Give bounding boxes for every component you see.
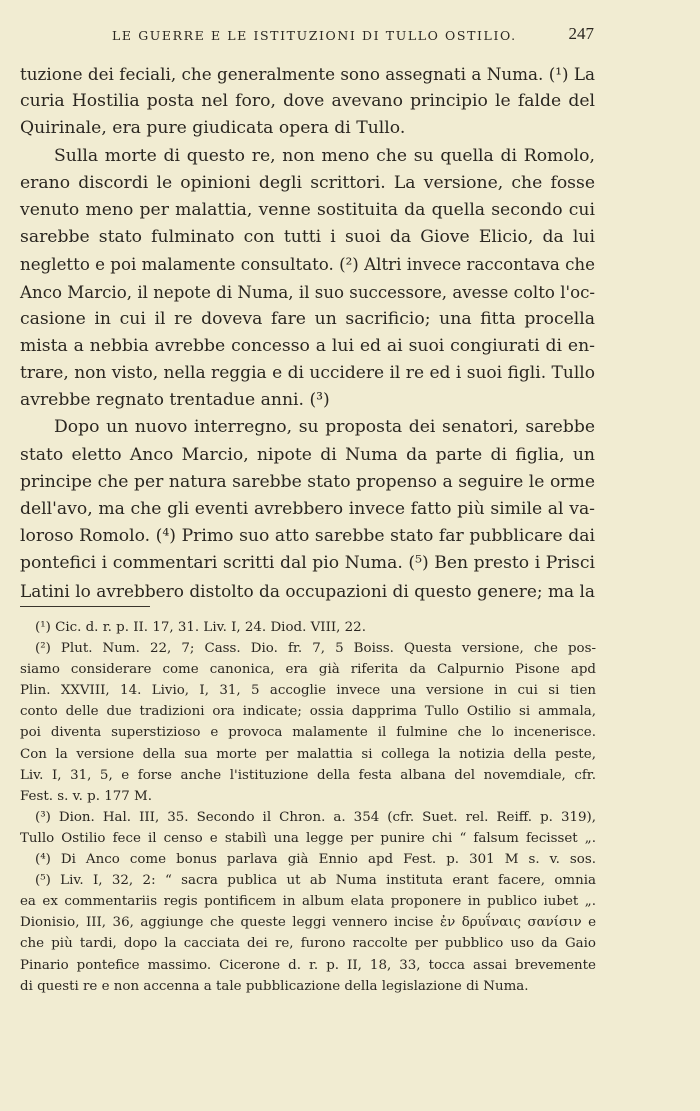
footnote-line: Con la versione della sua morte per malattia si collega la notizia della peste, xyxy=(20,746,596,762)
text-line: curia Hostilia posta nel foro, dove avevano principio le falde del xyxy=(20,91,595,112)
text-line: tuzione dei feciali, che generalmente sono assegnati a Numa. (¹) La xyxy=(20,64,595,84)
text-line: Dopo un nuovo interregno, su proposta dei senatori, sarebbe xyxy=(54,417,595,438)
footnote-line: Tullo Ostilio fece il censo e stabilì una legge per punire chi “ falsum fecisset „. xyxy=(20,830,596,846)
footnote-line: (⁵) Liv. I, 32, 2: “ sacra publica ut ab Numa instituta erant facere, omnia xyxy=(35,873,596,889)
text-line: dell'avo, ma che gli eventi avrebbero invece fatto più simile al va- xyxy=(20,499,595,519)
text-line: Anco Marcio, il nepote di Numa, il suo successore, avesse colto l'oc- xyxy=(20,282,595,302)
main-text xyxy=(20,61,595,605)
text-line: trare, non visto, nella reggia e di uccidere il re ed i suoi figli. Tullo xyxy=(20,363,595,384)
text-line: stato eletto Anco Marcio, nipote di Numa da parte di figlia, un xyxy=(20,444,595,465)
footnote-line: ea ex commentariis regis pontificem in album elata proponere in publico iubet „. xyxy=(20,894,596,910)
footnote-line: Liv. I, 31, 5, e forse anche l'istituzione della festa albana del novemdiale, cfr. xyxy=(20,767,596,783)
footnote-line: che più tardi, dopo la cacciata dei re, furono raccolte per pubblico uso da Gaio xyxy=(20,936,596,952)
footnote-line: Pinario pontefice massimo. Cicerone d. r. p. II, 18, 33, tocca assai brevemente xyxy=(20,957,596,973)
text-line: sarebbe stato fulminato con tutti i suoi da Giove Elicio, da lui xyxy=(20,227,595,248)
text-line: avrebbe regnato trentadue anni. (³) xyxy=(20,390,330,411)
text-line: Quirinale, era pure giudicata opera di Tullo. xyxy=(20,118,406,139)
text-line: Latini lo avrebbero distolto da occupazioni di questo genere; ma la xyxy=(20,580,595,601)
footnote-line: Fest. s. v. p. 177 M. xyxy=(20,788,152,804)
text-line: pontefici i commentari scritti dal pio Numa. (⁵) Ben presto i Prisci xyxy=(20,553,595,574)
footnote-line: di questi re e non accenna a tale pubblicazione della legislazione di Numa. xyxy=(20,978,529,994)
footnote-line: poi diventa superstizioso e provoca malamente il fulmine che lo incenerisce. xyxy=(20,725,596,741)
footnote-line: Plin. XXVIII, 14. Livio, I, 31, 5 accoglie invece una versione in cui si tien xyxy=(20,683,596,699)
footnotes xyxy=(20,617,596,997)
page-number: 247 xyxy=(568,24,594,43)
footnote-line: (⁴) Di Anco come bonus parlava già Ennio apd Fest. p. 301 M s. v. sos. xyxy=(35,852,596,868)
footnote-line: siamo considerare come canonica, era già riferita da Calpurnio Pisone apd xyxy=(20,662,596,678)
text-line: negletto e poi malamente consultato. (²) Altri invece raccontava che xyxy=(20,255,596,275)
running-title: LE GUERRE E LE ISTITUZIONI DI TULLO OSTILIO. xyxy=(112,28,517,43)
page-header xyxy=(20,24,594,50)
footnote-line: (³) Dion. Hal. III, 35. Secondo il Chron. a. 354 (cfr. Suet. rel. Reiff. p. 319), xyxy=(35,809,596,825)
text-line: loroso Romolo. (⁴) Primo suo atto sarebbe stato far pubblicare dai xyxy=(20,526,595,547)
text-line: principe che per natura sarebbe stato propenso a seguire le orme xyxy=(20,471,595,492)
footnote-line: conto delle due tradizioni ora indicate; ossia dapprima Tullo Ostilio si ammala, xyxy=(20,704,596,720)
text-line: mista a nebbia avrebbe concesso a lui ed ai suoi congiurati di en- xyxy=(20,335,595,356)
footnote-line: (¹) Cic. d. r. p. II. 17, 31. Liv. I, 24. Diod. VIII, 22. xyxy=(35,620,366,635)
text-line: casione in cui il re doveva fare un sacrificio; una fitta procella xyxy=(20,308,595,329)
text-line: erano discordi le opinioni degli scrittori. La versione, che fosse xyxy=(20,172,595,193)
footnote-line: (²) Plut. Num. 22, 7; Cass. Dio. fr. 7, 5 Boiss. Questa versione, che pos- xyxy=(35,641,596,657)
footnote-divider xyxy=(20,606,150,607)
footnote-line: Dionisio, III, 36, aggiunge che queste leggi vennero incise ἐν δρυΐναις σανίσιν e xyxy=(20,915,596,931)
text-line: venuto meno per malattia, venne sostituita da quella secondo cui xyxy=(20,199,595,220)
text-line: Sulla morte di questo re, non meno che su quella di Romolo, xyxy=(54,145,595,166)
